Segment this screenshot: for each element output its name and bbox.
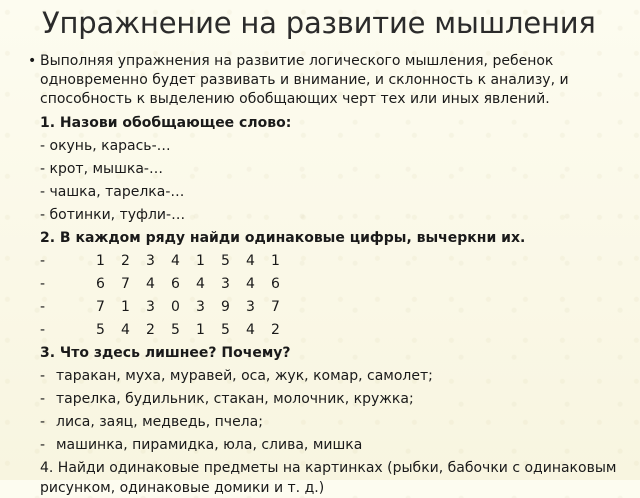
item-dash: - [40, 391, 46, 407]
item-text: лиса, заяц, медведь, пчела; [56, 414, 263, 430]
digit: 6 [96, 276, 105, 292]
row-dash: - [40, 253, 46, 269]
digit: 1 [271, 253, 280, 269]
digit-row [28, 296, 628, 319]
digit: 6 [171, 276, 180, 292]
digit: 3 [146, 299, 155, 315]
item-dash: - [40, 368, 46, 384]
digit: 1 [96, 253, 105, 269]
section3-item [28, 434, 628, 457]
section4-text: 4. Найди одинаковые предметы на картинках (рыбки, бабочки с одинаковым рисунком, одинаковые домики и т. д.) [40, 460, 617, 496]
digit-row [28, 250, 628, 273]
row-dash: - [40, 322, 46, 338]
digit: 2 [121, 253, 130, 269]
digit: 1 [121, 299, 130, 315]
row-dash: - [40, 299, 46, 315]
digit: 2 [146, 322, 155, 338]
digit: 7 [121, 276, 130, 292]
section2-heading: 2. В каждом ряду найди одинаковые цифры, вычеркни их. [40, 230, 526, 246]
digit-row [28, 273, 628, 296]
section1-heading: 1. Назови обобщающее слово: [40, 115, 292, 131]
digit: 5 [171, 322, 180, 338]
digit: 7 [271, 299, 280, 315]
digit: 3 [196, 299, 205, 315]
item-text: тарелка, будильник, стакан, молочник, кружка; [56, 391, 414, 407]
digit: 5 [221, 322, 230, 338]
bullet-icon: • [28, 53, 37, 69]
digit: 4 [246, 322, 255, 338]
digit: 4 [121, 322, 130, 338]
digit-row [28, 319, 628, 342]
digit: 3 [246, 299, 255, 315]
digit: 7 [96, 299, 105, 315]
item-dash: - [40, 437, 46, 453]
slide-content [28, 52, 628, 498]
intro-text: Выполняя упражнения на развитие логического мышления, ребенок одновременно будет развивать и внимание, и склонность к анализу, и способность к выделению обобщающих черт тех или иных явлений. [40, 53, 569, 107]
item-text: таракан, муха, муравей, оса, жук, комар, самолет; [56, 368, 433, 384]
item-dash: - [40, 414, 46, 430]
digit: 5 [96, 322, 105, 338]
digit: 4 [171, 253, 180, 269]
digit: 4 [196, 276, 205, 292]
section3-heading: 3. Что здесь лишнее? Почему? [40, 345, 291, 361]
digit: 1 [196, 253, 205, 269]
slide-title: Упражнение на развитие мышления [42, 6, 596, 40]
section1-item: - окунь, карась-… [40, 138, 171, 154]
digit: 0 [171, 299, 180, 315]
digit: 4 [246, 276, 255, 292]
item-text: машинка, пирамидка, юла, слива, мишка [56, 437, 363, 453]
section3-item [28, 365, 628, 388]
digit: 1 [196, 322, 205, 338]
row-dash: - [40, 276, 46, 292]
section1-item: - ботинки, туфли-… [40, 207, 186, 223]
section3-item [28, 388, 628, 411]
digit: 3 [221, 276, 230, 292]
digit: 5 [221, 253, 230, 269]
section1-item: - крот, мышка-… [40, 161, 163, 177]
digit: 2 [271, 322, 280, 338]
intro-paragraph [28, 52, 628, 109]
digit: 3 [146, 253, 155, 269]
section3-item [28, 411, 628, 434]
digit: 9 [221, 299, 230, 315]
digit: 4 [146, 276, 155, 292]
digit: 4 [246, 253, 255, 269]
section1-item: - чашка, тарелка-… [40, 184, 185, 200]
digit: 6 [271, 276, 280, 292]
